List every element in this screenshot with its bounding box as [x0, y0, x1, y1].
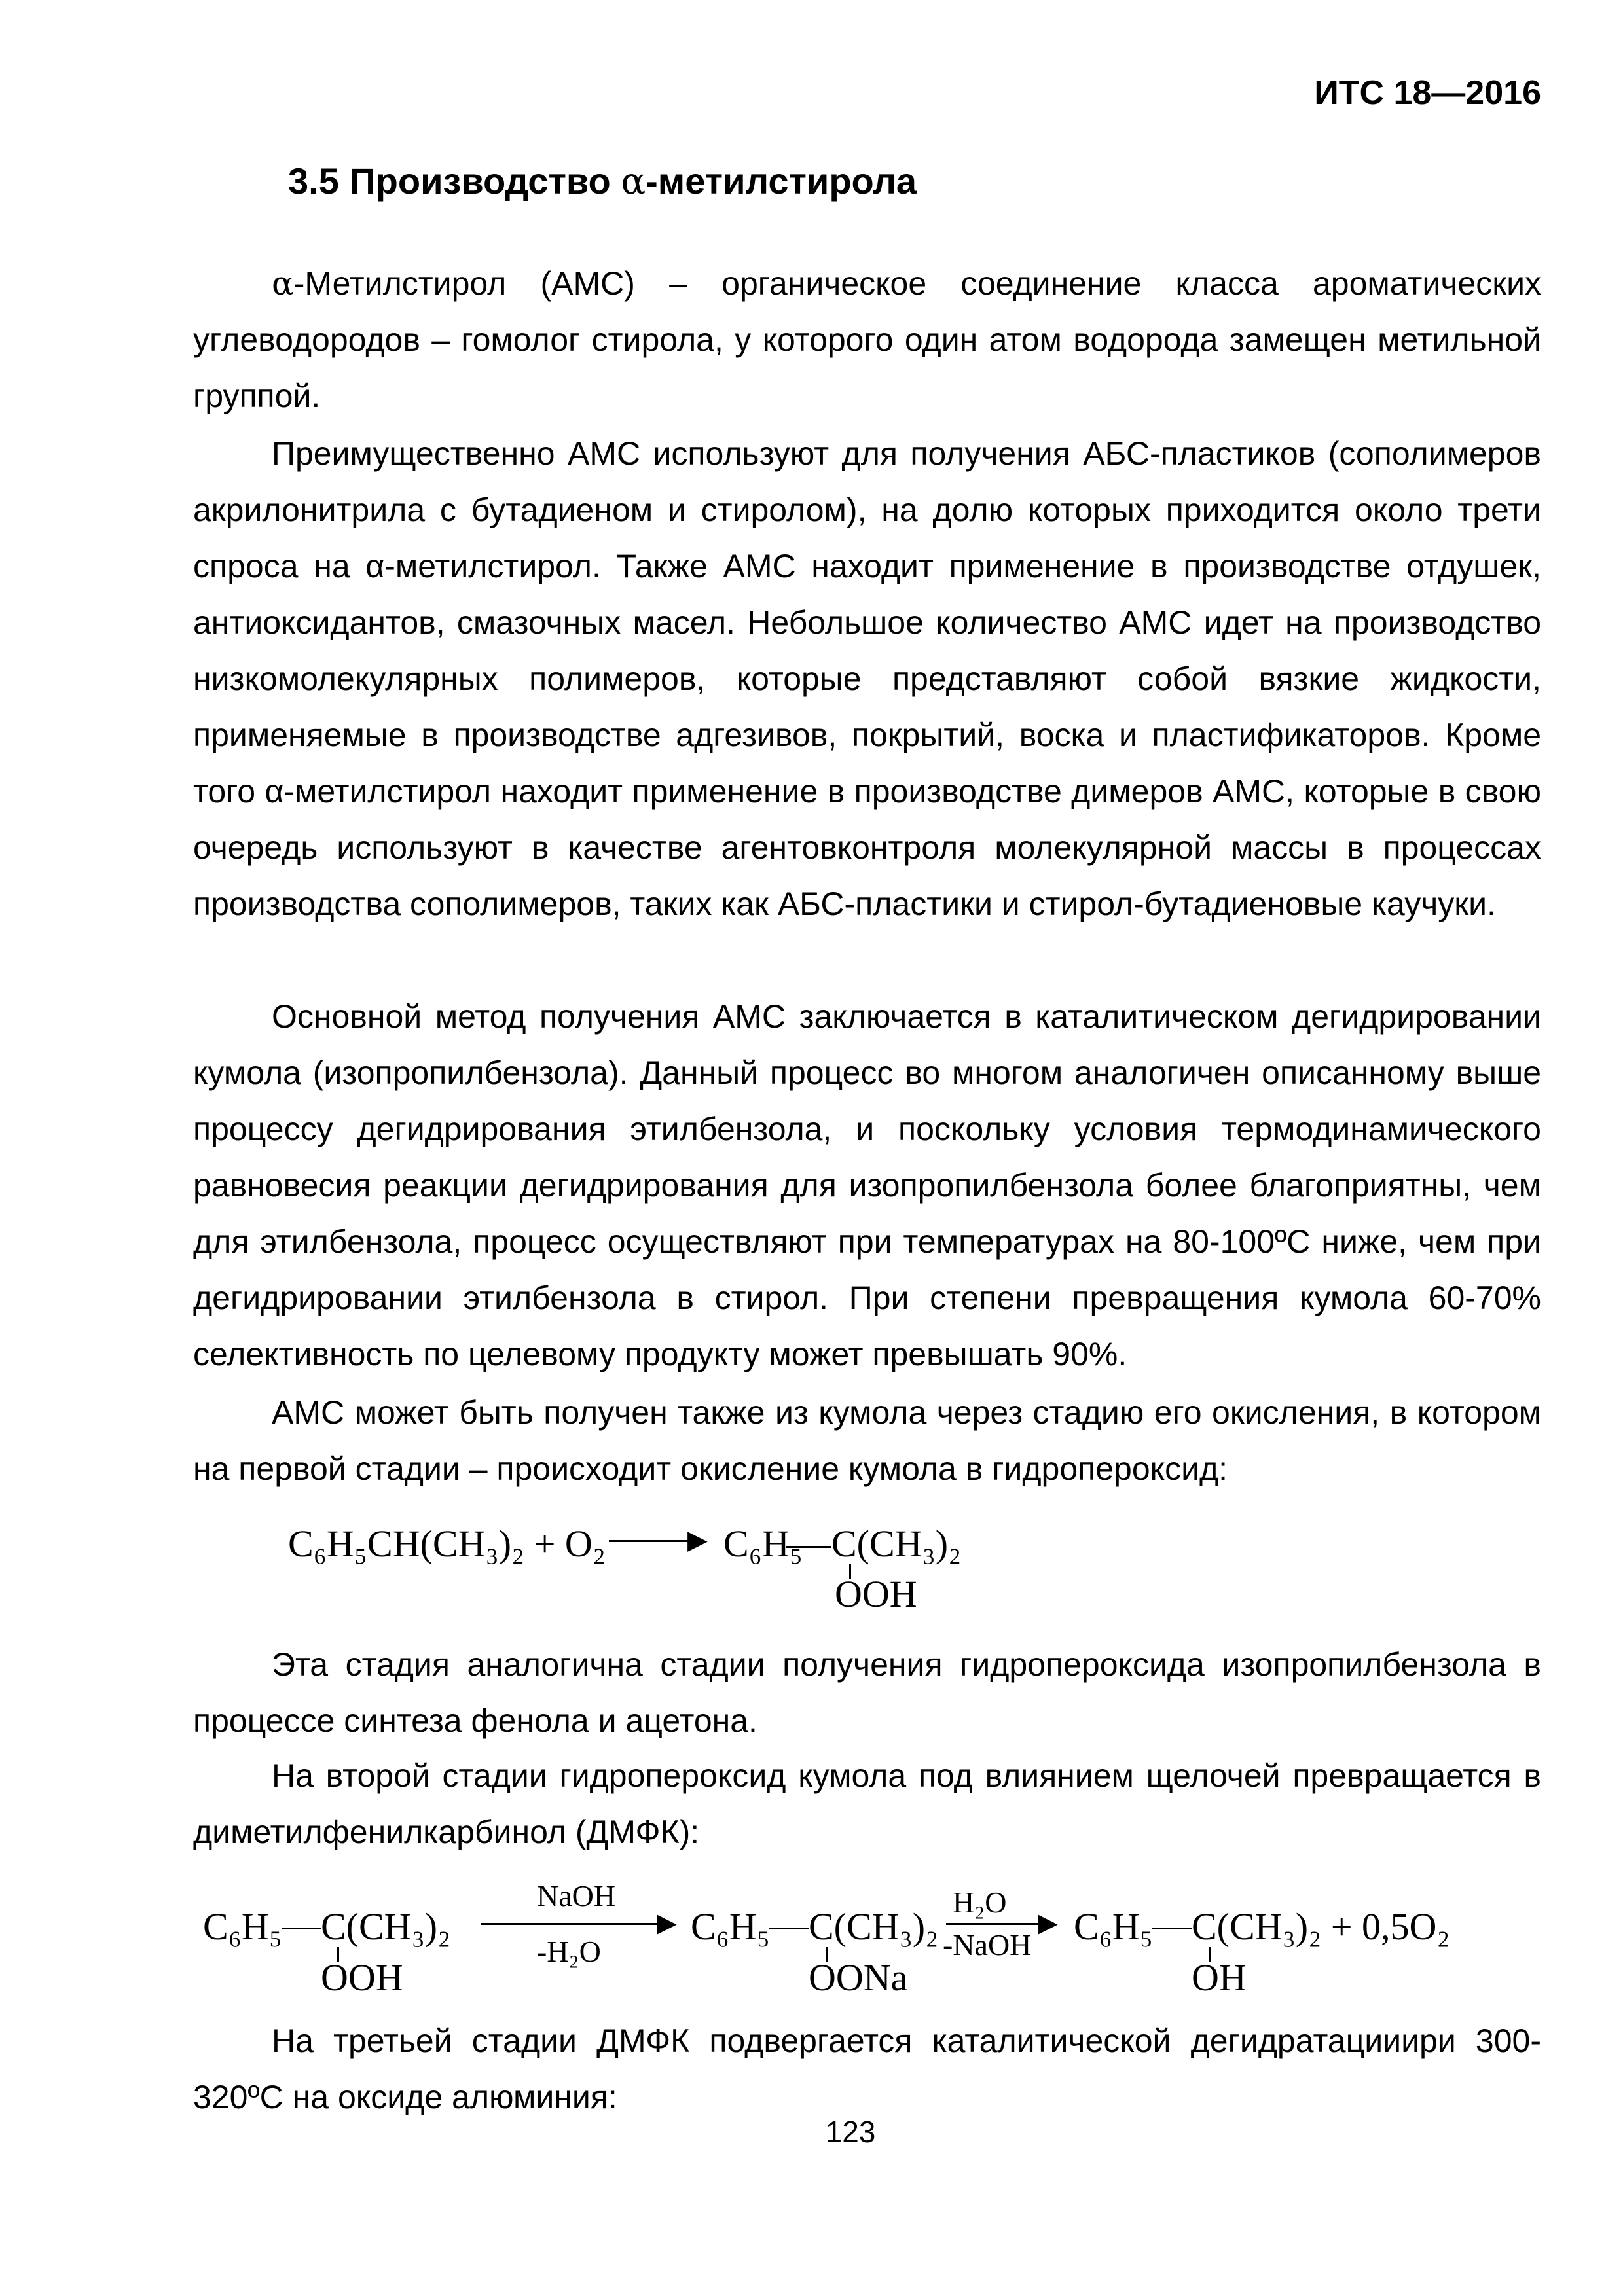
eq2-intermediate-right: C(CH₃)₂ — [809, 1905, 939, 1948]
eq2-reactant-right: C(CH₃)₂ — [321, 1905, 451, 1948]
paragraph-4-text: АМС может быть получен также из кумола через стадию его окисления, в котором на первой стадии – происходит окисление кумола в гидропероксид: — [193, 1394, 1541, 1487]
section-heading-number-title: 3.5 Производство — [288, 160, 621, 202]
paragraph-1-greek: α — [272, 264, 294, 302]
eq1-product-left: C₆H₅ — [723, 1522, 803, 1565]
eq2-arrow1-head-icon: ▶ — [657, 1908, 677, 1938]
eq2-intermediate-sub: OONa — [809, 1956, 908, 1999]
eq2-product-sub: OH — [1192, 1956, 1247, 1999]
section-heading-greek: α — [621, 160, 646, 203]
eq2-arrow1 — [481, 1923, 665, 1925]
eq2-arrow1-above: NaOH — [537, 1879, 616, 1912]
paragraph-7 — [193, 2013, 1541, 2125]
paragraph-6 — [193, 1748, 1541, 1860]
eq2-product-left: C₆H₅ — [1074, 1905, 1154, 1948]
eq2-arrow2-below: -NaOH — [943, 1928, 1032, 1962]
eq2-bond-2 — [769, 1928, 809, 1929]
eq1-arrow-head-icon: ▶ — [687, 1525, 708, 1555]
eq1-reactants: C₆H₅CH(CH₃)₂ + O₂ — [288, 1522, 606, 1565]
eq1-arrow — [609, 1540, 694, 1542]
document-code: ИТС 18—2016 — [1314, 74, 1541, 112]
paragraph-2 — [193, 425, 1541, 932]
section-heading — [288, 160, 917, 203]
paragraph-1 — [193, 255, 1541, 424]
eq2-reactant-left: C₆H₅ — [203, 1905, 283, 1948]
paragraph-3 — [193, 988, 1541, 1382]
page-number: 123 — [825, 2115, 876, 2149]
eq2-arrow1-below: -H₂O — [537, 1935, 601, 1968]
eq2-bond-3 — [1152, 1928, 1192, 1929]
eq1-substituent: OOH — [835, 1573, 917, 1615]
paragraph-6-text: На второй стадии гидропероксид кумола под влиянием щелочей превращается в диметилфенилкарбинол (ДМФК): — [193, 1757, 1541, 1850]
eq2-bond-1 — [282, 1928, 321, 1929]
paragraph-2-text: Преимущественно АМС используют для получения АБС-пластиков (сополимеров акрилонитрила с бутадиеном и стиролом), на долю которых приходится около трети спроса на α-метилстирол. Также АМС находит применение в производстве отдушек, антиоксидантов, смазочных масел. Небольшое количество АМС идет на производство низкомолекулярных полимеров, которые представляют собой вязкие жидкости, применяемые в производстве адгезивов, покрытий, воска и пластификаторов. Кроме того α-метилстирол находит применение в производстве димеров АМС, которые в свою очередь используют в качестве агентовконтроля молекулярной массы в процессах производства сополимеров, таких как АБС-пластики и стирол-бутадиеновые каучуки. — [193, 435, 1541, 922]
paragraph-3-text: Основной метод получения АМС заключается в каталитическом дегидрировании кумола (изопропилбензола). Данный процесс во многом аналогичен описанному выше процессу дегидрирования этилбензола, и поскольку условия термодинамического равновесия реакции дегидрирования для изопропилбензола более благоприятны, чем для этилбензола, процесс осуществляют при температурах на 80-100ºС ниже, чем при дегидрировании этилбензола в стирол. При степени превращения кумола 60-70% селективность по целевому продукту может превышать 90%. — [193, 998, 1541, 1372]
paragraph-5-text: Эта стадия аналогична стадии получения гидропероксида изопропилбензола в процессе синтеза фенола и ацетона. — [193, 1646, 1541, 1739]
paragraph-7-text: На третьей стадии ДМФК подвергается каталитической дегидратацииири 300-320ºС на оксиде алюминия: — [193, 2022, 1541, 2115]
eq1-product-right: C(CH₃)₂ — [831, 1522, 962, 1565]
eq2-arrow2-above: H₂O — [953, 1886, 1007, 1919]
paragraph-4 — [193, 1384, 1541, 1497]
eq2-reactant-sub: OOH — [321, 1956, 403, 1999]
eq2-arrow2-head-icon: ▶ — [1038, 1908, 1058, 1938]
section-heading-rest: -метилстирола — [646, 160, 917, 202]
eq2-product-right: C(CH₃)₂ + 0,5O₂ — [1192, 1905, 1450, 1948]
eq1-bond — [786, 1546, 831, 1548]
paragraph-1-text: -Метилстирол (АМС) – органическое соединение класса ароматических углеводородов – гомолог стирола, у которого один атом водорода замещен метильной группой. — [193, 265, 1541, 414]
eq2-arrow2 — [946, 1923, 1044, 1925]
eq2-intermediate-left: C₆H₅ — [691, 1905, 771, 1948]
paragraph-5 — [193, 1636, 1541, 1749]
